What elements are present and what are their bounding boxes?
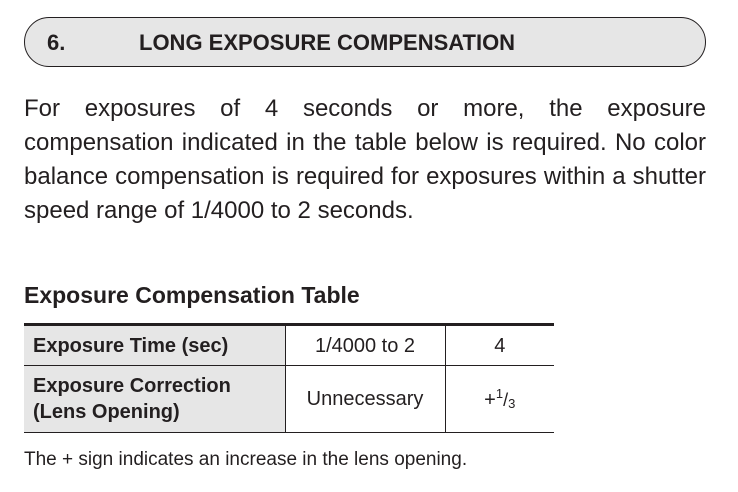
intro-paragraph: For exposures of 4 seconds or more, the exposure compensation indicated in the table below is required. No color balance compensation is required for exposures within a shutter speed range of 1/4000 to 2 seconds. [24,95,706,224]
section-header [24,17,706,67]
fraction-slash: / [503,390,509,410]
row-header-line: Exposure Correction [33,375,231,397]
footnote: The + sign indicates an increase in the lens opening. [24,449,468,470]
row-header-exposure-correction [24,366,285,433]
plus-one-third-fraction [484,381,515,417]
table-row [24,366,554,433]
table-row [24,325,554,366]
row-header-exposure-time: Exposure Time (sec) [24,325,285,366]
exposure-compensation-table [24,323,554,433]
cell-correction-range: Unnecessary [285,366,445,433]
fraction-sign: + [484,389,496,411]
fraction-denominator: 3 [508,396,516,411]
cell-correction-long [445,366,554,433]
section-number: 6. [47,30,66,55]
row-header-line: (Lens Opening) [33,401,180,423]
table-title: Exposure Compensation Table [24,282,360,308]
cell-time-long: 4 [445,325,554,366]
cell-time-range: 1/4000 to 2 [285,325,445,366]
section-title: LONG EXPOSURE COMPENSATION [139,30,516,55]
fraction-numerator: 1 [495,386,504,401]
